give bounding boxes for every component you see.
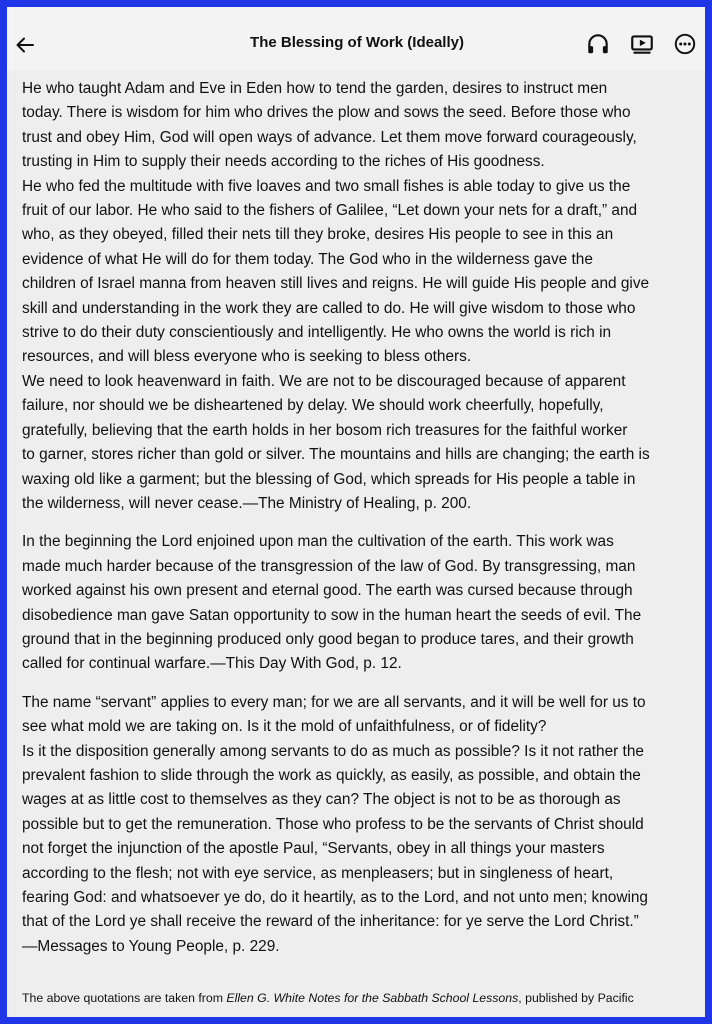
article-line: see what mold we are taking on. Is it the mold of unfaithfulness, or of fidelity? [22,718,547,736]
article-line: He who taught Adam and Eve in Eden how to tend the garden, desires to instruct men [22,80,608,97]
article-line: fruit of our labor. He who said to the fishers of Galilee, “Let down your nets for a draft,” and [22,202,638,220]
source-note-prefix: The above quotations are taken from [22,991,227,1005]
arrow-left-icon [13,33,37,57]
article-body [22,77,694,959]
page-title: The Blessing of Work (Ideally) [250,34,464,51]
paragraph-gap [22,677,694,691]
article-line: not forget the injunction of the apostle Paul, “Servants, obey in all things your masters [22,840,605,858]
article-line: trusting in Him to supply their needs according to the riches of His goodness. [22,153,545,171]
article-line: Is it the disposition generally among servants to do as much as possible? Is it not rather the [22,742,644,760]
play-video-icon [629,31,655,57]
article-line: resources, and will bless everyone who is seeking to bless others. [22,348,472,366]
back-button[interactable] [13,33,37,57]
article-line: possible but to get the remuneration. Those who profess to be the servants of Christ should [22,815,644,833]
video-button[interactable] [629,31,655,57]
article-line: today. There is wisdom for him who drives the plow and sows the seed. Before those who [22,104,631,122]
article-line: to garner, stores richer than gold or silver. The mountains and hills are changing; the earth is [22,446,650,464]
article-line: the wilderness, will never cease.—The Ministry of Healing, p. 200. [22,494,472,512]
article-line: —Messages to Young People, p. 229. [22,937,280,955]
article-line: who, as they obeyed, filled their nets till they broke, desires His people to see in this an [22,226,614,244]
article-line: failure, nor should we be disheartened by delay. We should work cheerfully, hopefully, [22,397,604,415]
article-line: strive to do their duty conscientiously and intelligently. He who owns the world is rich in [22,324,612,342]
article-line: skill and understanding in the work they are called to do. He will give wisdom to those who [22,299,636,317]
article-line: worked against his own present and eternal good. The earth was cursed because through [22,582,633,600]
audio-button[interactable] [585,31,611,57]
article-line: trust and obey Him, God will open ways of advance. Let them move forward courageously, [22,128,637,146]
article-line: In the beginning the Lord enjoined upon man the cultivation of the earth. This work was [22,533,614,551]
more-horizontal-icon [672,31,698,57]
article-line: The name “servant” applies to every man; for we are all servants, and it will be well for us to [22,693,646,711]
article-line: prevalent fashion to slide through the work as quickly, as easily, as possible, and obtain the [22,766,641,784]
article-line: evidence of what He will do for them today. The God who in the wilderness gave the [22,250,593,268]
source-note-book: Ellen G. White Notes for the Sabbath School Lessons [226,991,519,1005]
article-line: He who fed the multitude with five loaves and two small fishes is able today to give us the [22,177,631,195]
article-line: children of Israel manna from heaven still lives and reigns. He will guide His people and give [22,275,650,293]
article-line: made much harder because of the transgression of the law of God. By transgressing, man [22,557,636,575]
article-line: fearing God: and whatsoever ye do, do it heartily, as to the Lord, and not unto men; knowing [22,889,648,906]
source-note [22,989,702,1007]
more-button[interactable] [672,31,698,57]
source-note-suffix: , published by Pacific [518,991,634,1005]
article-line: disobedience man gave Satan opportunity to sow in the human heart the seeds of evil. The [22,606,642,624]
paragraph-gap [22,516,694,530]
article-line: waxing old like a garment; but the blessing of God, which spreads for His people a table in [22,470,636,488]
article-line: wages at as little cost to themselves as they can? The object is not to be as thorough as [22,791,621,809]
article-line: ground that in the beginning produced only good began to produce tares, and their growth [22,630,634,648]
article-line: gratefully, believing that the earth holds in her bosom rich treasures for the faithful worker [22,421,628,439]
article-line: We need to look heavenward in faith. We are not to be discouraged because of apparent [22,372,626,390]
top-bar [7,7,705,71]
article-line: called for continual warfare.—This Day With God, p. 12. [22,655,402,673]
article-line: according to the flesh; not with eye service, as menpleasers; but in singleness of heart, [22,864,614,882]
headphones-icon [585,31,611,57]
article-line: that of the Lord ye shall receive the reward of the inheritance: for ye serve the Lord Christ.” [22,913,639,931]
